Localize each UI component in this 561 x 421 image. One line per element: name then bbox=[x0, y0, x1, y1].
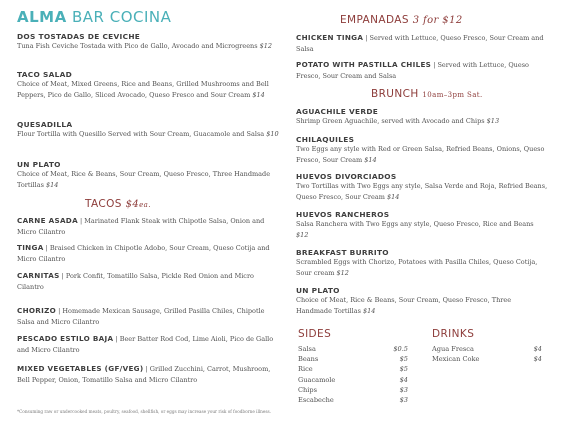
item-name: QUESADILLA bbox=[17, 120, 73, 129]
item-description: Tuna Fish Ceviche Tostada with Pico de Gallo, Avocado and Microgreens $12 bbox=[17, 42, 273, 50]
item-price: $12 bbox=[296, 230, 309, 239]
brunch-item: HUEVOS RANCHEROS Salsa Ranchera with Two Eggs any style, Queso Fresco, Rice and Beans $12 bbox=[296, 210, 534, 239]
item-price: $14 bbox=[252, 90, 265, 99]
section-title-empanadas: EMPANADAS 3 for $12 bbox=[340, 14, 463, 26]
brand-logo bbox=[17, 8, 171, 26]
item-description: Choice of Meat, Rice & Beans, Sour Cream, Queso Fresco, Three Handmade Tortillas $14 bbox=[17, 170, 271, 189]
side-row: Escabeche $3 bbox=[298, 395, 408, 404]
brunch-item: CHILAQUILES Two Eggs any style with Red or Green Salsa, Refried Beans, Onions, Queso Fresco, Sour Cream $14 bbox=[296, 135, 545, 164]
side-row: Guacamole $4 bbox=[298, 375, 408, 384]
brunch-item: AGUACHILE VERDE Shrimp Green Aguachile, served with Avocado and Chips $13 bbox=[296, 107, 500, 125]
brand-subtitle: BAR COCINA bbox=[71, 8, 172, 26]
brunch-item: UN PLATO Choice of Meat, Rice & Beans, Sour Cream, Queso Fresco, Three Handmade Tortillas $14 bbox=[296, 286, 512, 315]
item-price: $14 bbox=[386, 192, 400, 201]
item-name: TACO SALAD bbox=[17, 70, 73, 79]
section-title-brunch: BRUNCH 10am–3pm Sat. bbox=[371, 88, 483, 100]
section-title-drinks: DRINKS bbox=[432, 328, 475, 340]
sides-list bbox=[298, 345, 408, 406]
brunch-item: BREAKFAST BURRITO Scrambled Eggs with Chorizo, Potatoes with Pasilla Chiles, Queso Cotija, Sour cream $12 bbox=[296, 248, 538, 277]
item-price: $13 bbox=[486, 117, 500, 125]
section-title-tacos: TACOS $4ea. bbox=[85, 198, 151, 210]
menu-item bbox=[17, 160, 279, 190]
drink-row: Mexican Coke $4 bbox=[432, 355, 542, 364]
brunch-hours: 10am–3pm Sat. bbox=[422, 91, 483, 99]
tacos-price: $4 bbox=[125, 199, 140, 210]
item-price: $12 bbox=[336, 268, 349, 277]
taco-item: MIXED VEGETABLES (GF/VEG) | Grilled Zucchini, Carrot, Mushroom, Bell Pepper, Onion, Tomatillo Salsa and Micro Cilantro bbox=[17, 364, 271, 384]
tacos-unit: ea. bbox=[139, 201, 151, 209]
drinks-list bbox=[432, 345, 542, 365]
taco-item: CARNITAS | Pork Confit, Tomatillo Salsa, Pickle Red Onion and Micro Cilantro bbox=[17, 271, 254, 291]
item-price: $14 bbox=[46, 180, 59, 189]
taco-item: TINGA | Braised Chicken in Chipotle Adobo, Sour Cream, Queso Cotija and Micro Cilantro bbox=[17, 243, 270, 263]
item-price: $14 bbox=[364, 155, 377, 164]
empanadas-deal: 3 for $12 bbox=[412, 15, 463, 26]
item-description: Flour Tortilla with Quesillo Served with Sour Cream, Guacamole and Salsa $10 bbox=[17, 130, 279, 138]
brand-name: ALMA bbox=[17, 8, 67, 26]
menu-item bbox=[17, 120, 279, 140]
item-name: DOS TOSTADAS DE CEVICHE bbox=[17, 32, 141, 41]
side-row: Salsa $0.5 bbox=[298, 345, 408, 353]
item-price: $10 bbox=[266, 130, 279, 138]
drink-row: Agua Fresca $4 bbox=[432, 345, 542, 353]
side-row: Chips $3 bbox=[298, 385, 408, 394]
menu-item bbox=[17, 70, 279, 100]
side-row: Beans $5 bbox=[298, 355, 408, 364]
section-title-sides: SIDES bbox=[298, 328, 332, 340]
item-name: UN PLATO bbox=[17, 160, 61, 169]
side-row: Rice $5 bbox=[298, 365, 408, 374]
menu-item bbox=[17, 32, 279, 52]
taco-item: CARNE ASADA | Marinated Flank Steak with Chipotle Salsa, Onion and Micro Cilantro bbox=[17, 216, 265, 236]
taco-item: CHORIZO | Homemade Mexican Sausage, Grilled Pasilla Chiles, Chipotle Salsa and Micro Cilantro bbox=[17, 306, 265, 326]
empanada-item: POTATO WITH PASTILLA CHILES | Served with Lettuce, Queso Fresco, Sour Cream and Salsa bbox=[296, 60, 529, 80]
taco-item: PESCADO ESTILO BAJA | Beer Batter Rod Cod, Lime Aioli, Pico de Gallo and Micro Cilantro bbox=[17, 334, 274, 354]
empanada-item: CHICKEN TINGA | Served with Lettuce, Queso Fresco, Sour Cream and Salsa bbox=[296, 33, 544, 53]
item-description: Choice of Meat, Mixed Greens, Rice and Beans, Grilled Mushrooms and Bell Peppers, Pico de Gallo, Sliced Avocado, Queso Fresco and Sour Cream $14 bbox=[17, 80, 269, 99]
item-price: $12 bbox=[259, 42, 273, 50]
item-price: $14 bbox=[363, 306, 376, 315]
brunch-item: HUEVOS DIVORCIADOS Two Tortillas with Two Eggs any style, Salsa Verde and Roja, Refried Beans, Queso Fresco, Sour Cream $14 bbox=[296, 172, 548, 201]
footnote: *Consuming raw or undercooked meats, poultry, seafood, shellfish, or eggs may increase your risk of foodborne illness. bbox=[17, 409, 271, 414]
